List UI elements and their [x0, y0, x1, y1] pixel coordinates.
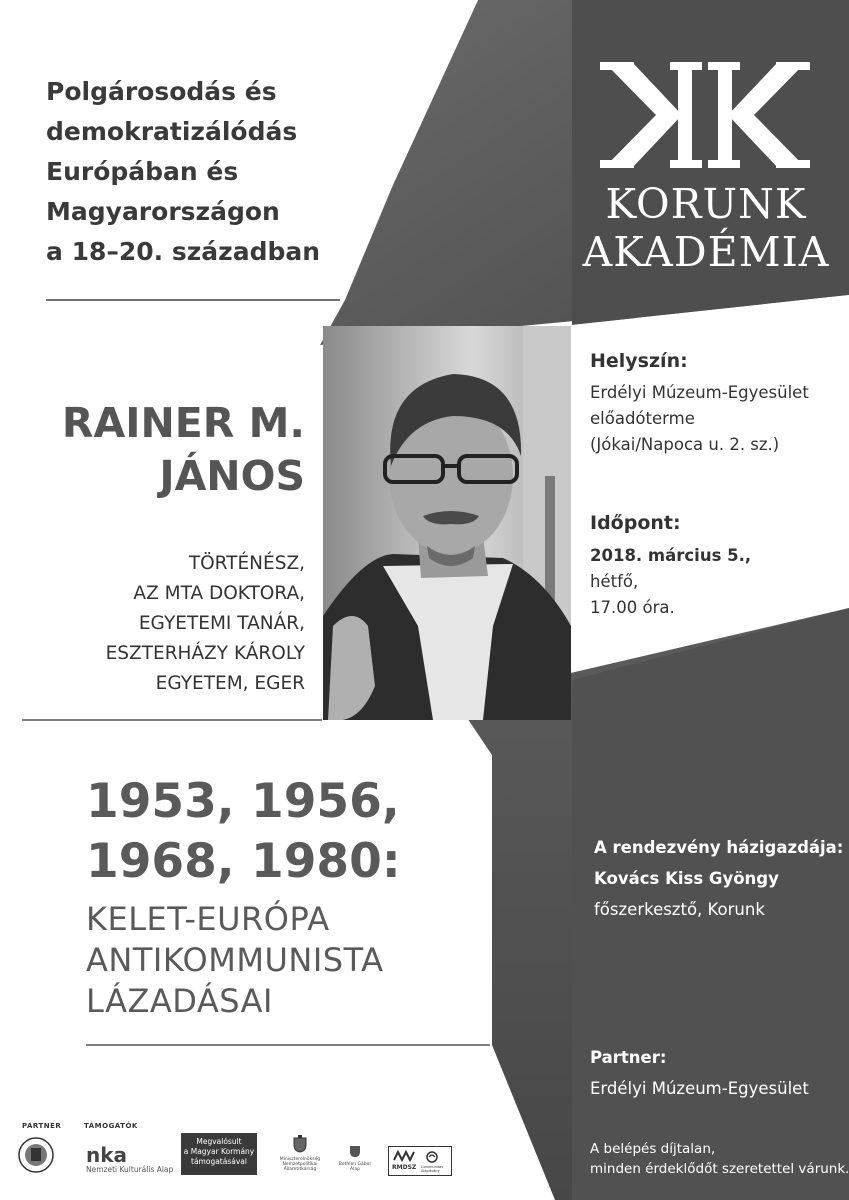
series-title-line: Polgárosodás és	[46, 77, 277, 106]
nka-mark: nka	[86, 1143, 128, 1167]
host-label: A rendezvény házigazdája:	[594, 838, 844, 857]
series-title-line: a 18–20. században	[46, 237, 321, 266]
bga-crest-icon	[348, 1144, 362, 1158]
series-title	[46, 72, 346, 272]
lecture-years-line: 1968, 1980:	[86, 834, 401, 889]
rmdsz-communitas-logos	[388, 1146, 452, 1176]
university-seal-icon	[18, 1135, 54, 1175]
supporters-label: TÁMOGATÓK	[84, 1122, 138, 1130]
nka-logo	[86, 1145, 173, 1174]
ministry-logo	[268, 1135, 332, 1172]
speaker-name-line: JÁNOS	[159, 452, 305, 500]
communitas-swirl-icon	[425, 1150, 439, 1164]
event-day: hétfő,	[590, 572, 639, 591]
hungarian-crest-icon	[292, 1135, 308, 1153]
lecture-years-line: 1953, 1956,	[86, 774, 400, 829]
gov-box-line: a Magyar Kormány	[183, 1147, 255, 1156]
host-role: főszerkesztő, Korunk	[594, 900, 765, 919]
speaker-name	[62, 397, 305, 503]
time-lines	[590, 543, 751, 621]
speaker-name-line: RAINER M.	[61, 399, 305, 447]
lecture-topic-line: ANTIKOMMUNISTA	[86, 941, 384, 979]
partner-name: Erdélyi Múzeum-Egyesület	[590, 1079, 809, 1098]
partner-label: Partner:	[590, 1048, 667, 1067]
series-title-line: Európában és	[46, 157, 239, 186]
series-title-line: Magyarországon	[46, 197, 280, 226]
speaker-photo	[323, 326, 571, 720]
series-title-line: demokratizálódás	[46, 117, 298, 146]
ministry-text: Miniszterelnökség Nemzetpolitikai Államtitkárság	[279, 1157, 321, 1172]
bga-logo	[336, 1143, 374, 1172]
communitas-text: Communitas Alapítvány	[421, 1165, 444, 1173]
bga-text: Bethlen Gábor Alap	[338, 1162, 372, 1172]
gov-box-line: Megvalósult	[196, 1137, 242, 1146]
venue-line: (Jókai/Napoca u. 2. sz.)	[590, 435, 780, 454]
lecture-topic-line: LÁZADÁSAI	[86, 982, 273, 1020]
gov-box-line: támogatásával	[191, 1157, 247, 1166]
host-name: Kovács Kiss Gyöngy	[594, 869, 779, 888]
speaker-role-line: EGYETEM, EGER	[155, 673, 305, 694]
venue-label: Helyszín:	[590, 350, 688, 372]
speaker-role-line: TÖRTÉNÉSZ,	[188, 553, 305, 574]
rmdsz-flower-icon	[392, 1150, 416, 1162]
time-label: Időpont:	[590, 512, 681, 534]
entry-note-line: A belépés díjtalan,	[590, 1141, 716, 1157]
entry-note	[590, 1139, 849, 1179]
venue-lines	[590, 380, 809, 458]
speaker-roles	[106, 549, 305, 699]
event-hour: 17.00 óra.	[590, 598, 675, 617]
government-support-box	[181, 1133, 257, 1175]
event-date: 2018. március 5.,	[590, 546, 752, 565]
speaker-role-line: AZ MTA DOKTORA,	[133, 583, 305, 604]
lecture-years	[86, 772, 401, 892]
partner-footer-label: PARTNER	[22, 1122, 62, 1130]
lecture-topic-line: KELET-EURÓPA	[86, 900, 330, 938]
logo-text-akademia: AKADÉMIA	[582, 228, 830, 276]
venue-line: Erdélyi Múzeum-Egyesület	[590, 383, 809, 402]
korunk-logo-mark	[600, 58, 810, 174]
venue-line: előadóterme	[590, 409, 695, 428]
lecture-topic	[86, 899, 384, 1022]
speaker-role-line: ESZTERHÁZY KÁROLY	[105, 643, 305, 664]
logo-text-korunk: KORUNK	[605, 180, 807, 228]
speaker-role-line: EGYETEMI TANÁR,	[138, 613, 305, 634]
entry-note-line: minden érdeklődőt szeretettel várunk.	[590, 1161, 849, 1177]
rmdsz-text: RMDSZ	[392, 1164, 417, 1171]
nka-text: Nemzeti Kulturális Alap	[86, 1165, 174, 1174]
